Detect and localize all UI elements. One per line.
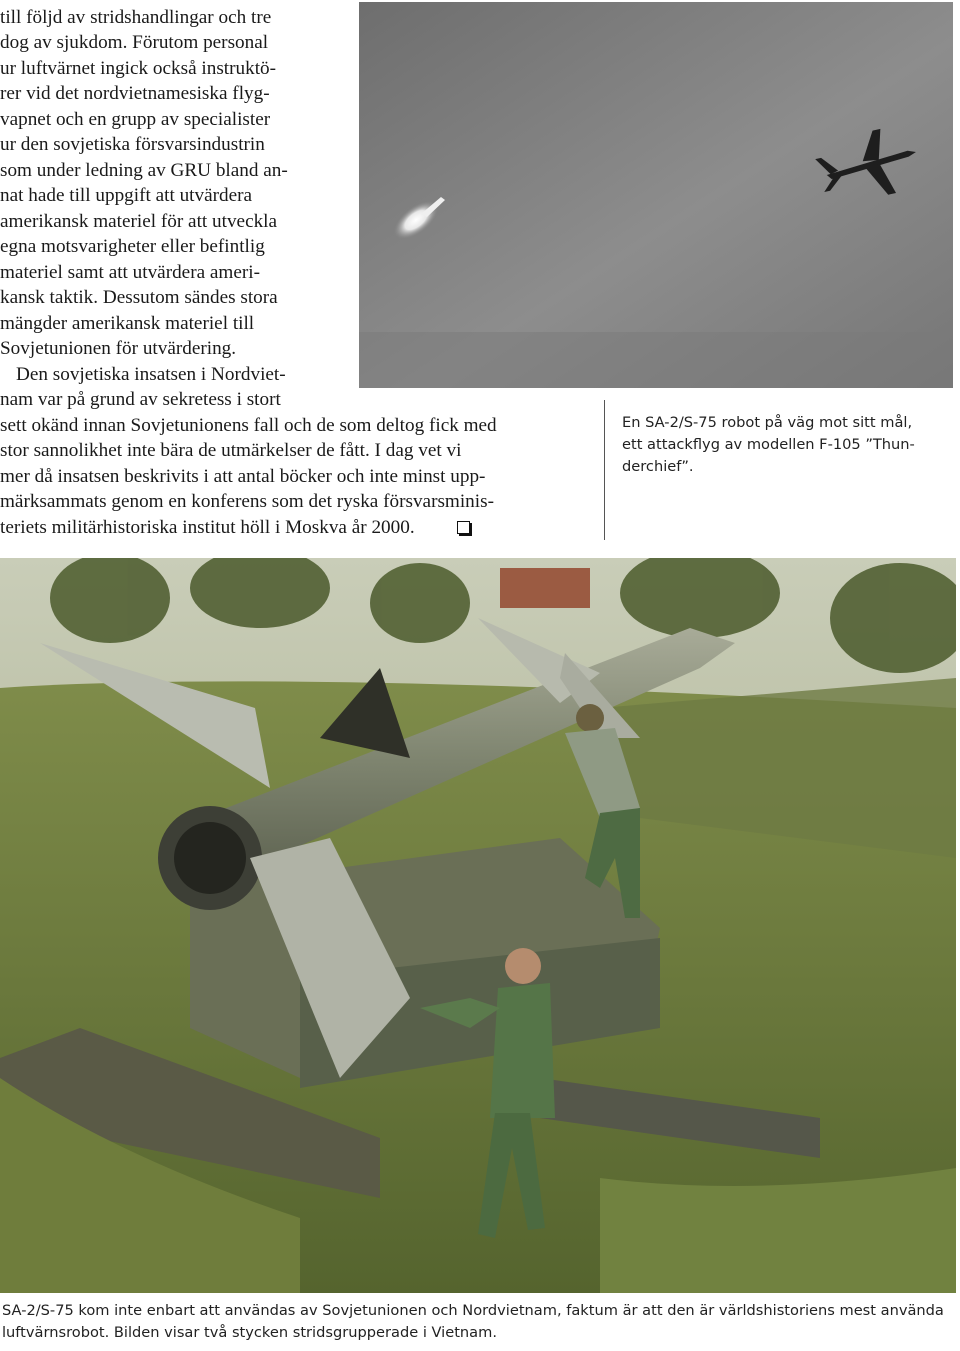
article-line: Den sovjetiska insatsen i Nordviet- (16, 364, 286, 385)
article-line: nat hade till uppgift att utvärdera (0, 185, 253, 206)
caption-line: ett attackflyg av modellen F-105 ”Thun- (622, 435, 915, 453)
article-line: sett okänd innan Sovjetunionens fall och de som deltog fick med (0, 415, 497, 436)
article-line: teriets militärhistoriska institut höll i Moskva år 2000. (0, 517, 415, 538)
caption-line: derchief”. (622, 457, 694, 475)
article-line: materiel samt att utvärdera ameri- (0, 262, 260, 283)
article-line: som under ledning av GRU bland an- (0, 160, 288, 181)
photo-sa2-launcher-image (0, 558, 956, 1293)
end-of-article-box-icon (457, 521, 470, 534)
background-building (500, 568, 590, 608)
article-line: Sovjetunionen för utvärdering. (0, 338, 237, 359)
article-line: mängder amerikansk materiel till (0, 313, 255, 334)
article-line: vapnet och en grupp av specialister (0, 109, 271, 130)
article-last-line (0, 515, 470, 541)
article-line: stor sannolikhet inte bära de utmärkelser de fått. I dag vet vi (0, 440, 462, 461)
article-line: dog av sjukdom. Förutom personal (0, 32, 269, 53)
article-line: ur den sovjetiska försvarsindustrin (0, 134, 265, 155)
caption-top-photo (622, 412, 952, 477)
article-line: mer då insatsen beskrivits i att antal böcker och inte minst upp- (0, 466, 486, 487)
caption-line: SA-2/S-75 kom inte enbart att användas av Sovjetunionen och Nordvietnam, faktum är att den är världshistoriens mest använda (2, 1302, 944, 1319)
photo-missile-and-f105-image (359, 2, 953, 388)
article-line: märksammats genom en konferens som det ryska försvarsminis- (0, 491, 494, 512)
article-line: egna motsvarigheter eller befintlig (0, 236, 265, 257)
photo-sa2-launcher (0, 558, 956, 1293)
article-line: ur luftvärnet ingick också instruktö- (0, 58, 277, 79)
article-line: rer vid det nordvietnamesiska flyg- (0, 83, 270, 104)
caption-divider (604, 400, 605, 540)
caption-bottom-photo (2, 1300, 957, 1344)
photo-missile-and-f105 (359, 2, 953, 388)
article-line: amerikansk materiel för att utveckla (0, 211, 278, 232)
article-line: nam var på grund av sekretess i stort (0, 389, 281, 410)
caption-line: En SA-2/S-75 robot på väg mot sitt mål, (622, 414, 913, 431)
article-line: kansk taktik. Dessutom sändes stora (0, 287, 278, 308)
caption-line: luftvärnsrobot. Bilden visar två stycken stridsgrupperade i Vietnam. (2, 1324, 497, 1341)
article-line: till följd av stridshandlingar och tre (0, 7, 272, 28)
